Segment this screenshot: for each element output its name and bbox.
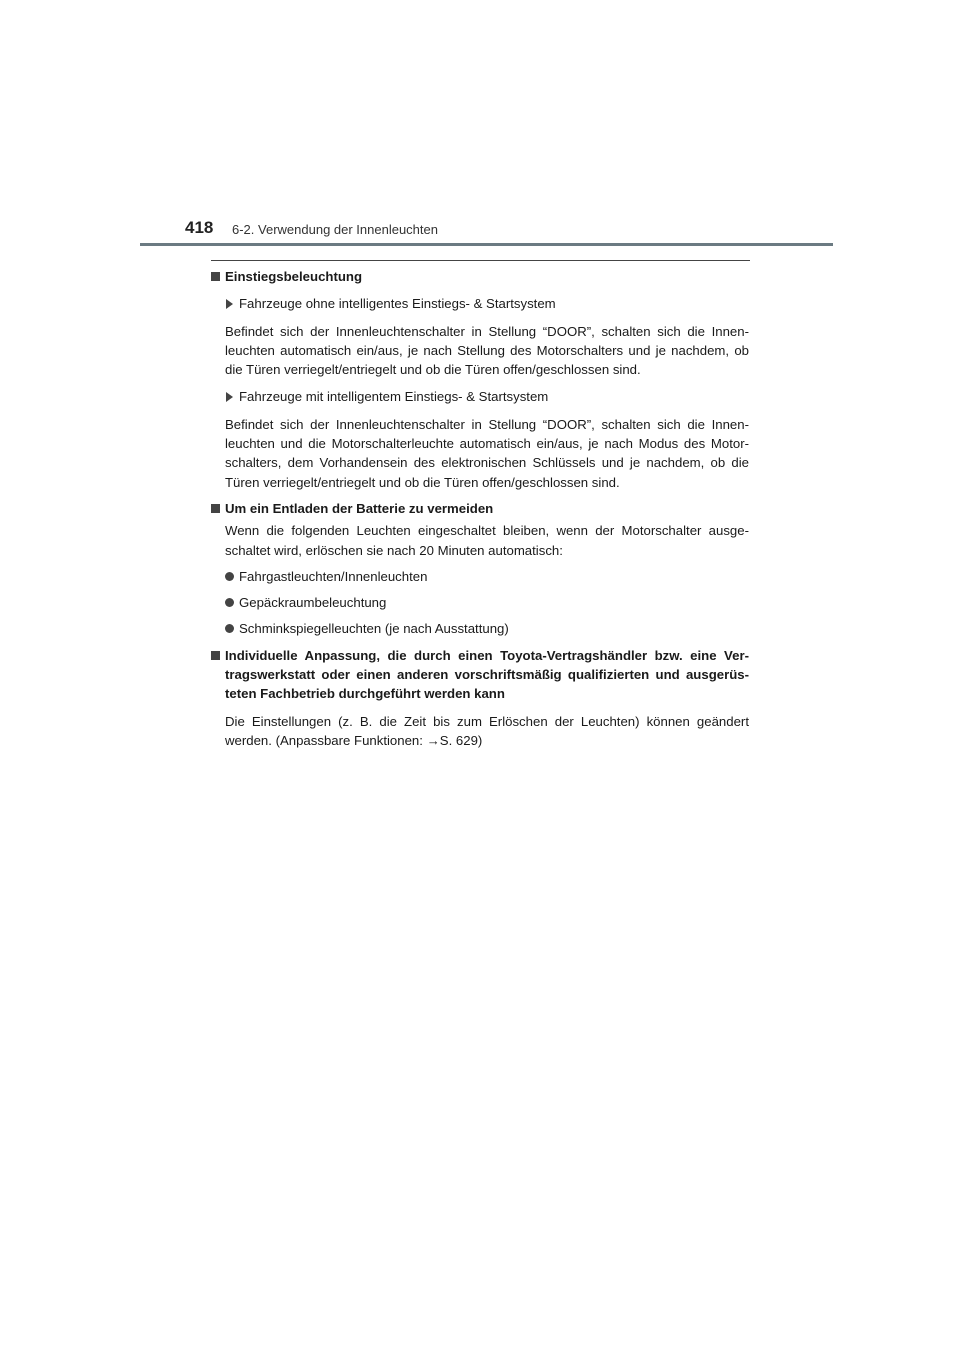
triangle-bullet-icon	[226, 392, 233, 402]
paragraph: Wenn die folgenden Leuchten eingeschaltet bleiben, wenn der Motorschalter ausge-schaltet wird, erlöschen sie nach 20 Minuten automatisch:	[225, 523, 749, 558]
list-item	[211, 619, 749, 638]
paragraph: Die Einstellungen (z. B. die Zeit bis zum Erlöschen der Leuchten) können geändert werden. (Anpassbare Funktionen: →S. 629)	[225, 713, 749, 748]
heading-text: Einstiegsbeleuchtung	[225, 269, 363, 284]
list-item-text: Schminkspiegelleuchten (je nach Ausstattung)	[239, 621, 509, 637]
square-bullet-icon	[211, 272, 220, 281]
subsection-label	[211, 387, 749, 406]
subsection-label-text: Fahrzeuge ohne intelligentes Einstiegs- & Startsystem	[239, 296, 556, 312]
paragraph: Befindet sich der Innenleuchtenschalter in Stellung “DOOR”, schalten sich die Innen-leuchten automatisch ein/aus, je nach Stellung des Motorschalters und je nachdem, ob die Türen verriegelt/entriegelt und ob die Türen offen/geschlossen sind.	[225, 323, 749, 378]
list-item	[211, 567, 749, 586]
list-item	[211, 593, 749, 612]
triangle-bullet-icon	[226, 299, 233, 309]
circle-bullet-icon	[225, 572, 234, 581]
circle-bullet-icon	[225, 624, 234, 633]
subsection-label	[211, 294, 749, 313]
square-bullet-icon	[211, 651, 220, 660]
list-item-text: Fahrgastleuchten/Innenleuchten	[239, 568, 428, 584]
page-number: 418	[185, 218, 214, 237]
circle-bullet-icon	[225, 598, 234, 607]
section-divider	[211, 260, 750, 261]
heading-text: Um ein Entladen der Batterie zu vermeiden	[225, 500, 494, 516]
paragraph: Befindet sich der Innenleuchtenschalter in Stellung “DOOR”, schalten sich die Innen-leuchten und die Motorschalterleuchte automatisch ein/aus, je nach Modus des Motor-schalters, dem Vorhandensein des elektronischen Schlüssels und je nachdem, ob die Türen verriegelt/entriegelt und ob die Türen offen/geschlossen sind.	[225, 416, 749, 490]
section-heading-customization	[211, 646, 749, 704]
subsection-label-text: Fahrzeuge mit intelligentem Einstiegs- & Startsystem	[239, 389, 549, 405]
header-rule	[140, 243, 833, 246]
section-title: 6-2. Verwendung der Innenleuchten	[232, 222, 438, 237]
section-heading-entry-lighting	[211, 267, 749, 286]
square-bullet-icon	[211, 504, 220, 513]
section-heading-battery	[211, 499, 749, 518]
heading-text: Individuelle Anpassung, die durch einen Toyota-Vertragshändler bzw. eine Ver-tragswerkstatt oder einen anderen vorschriftsmäßig qualifizierten und ausgerüs-teten Fachbetrieb durchgeführt werden kann	[225, 647, 749, 702]
page-content	[211, 267, 749, 750]
list-item-text: Gepäckraumbeleuchtung	[239, 595, 387, 611]
